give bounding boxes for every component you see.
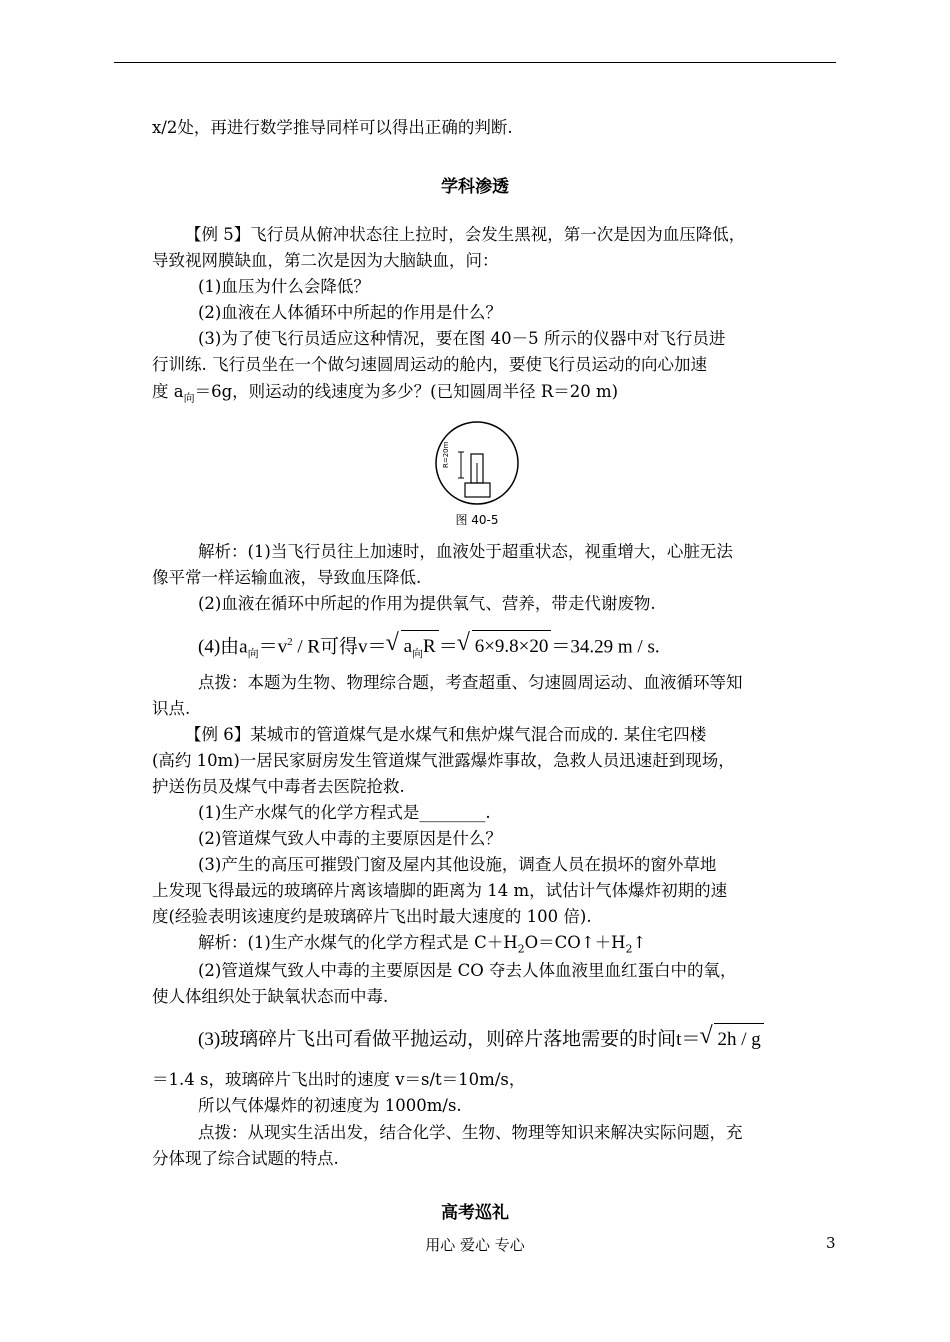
header-rule (114, 62, 836, 63)
page-number: 3 (826, 1234, 836, 1252)
ex5-answer-2: (2)血液在循环中所起的作用为提供氧气、营养，带走代谢废物. (198, 594, 656, 613)
ex5-answer-1a: 解析：(1)当飞行员往上加速时，血液处于超重状态，视重增大，心脏无法 (198, 542, 733, 561)
ex6-answer-3b: ＝1.4 s，玻璃碎片飞出时的速度 v＝s/t＝10m/s， (152, 1070, 526, 1089)
ex6-question-3b: 上发现飞得最远的玻璃碎片离该墙脚的距离为 14 m，试估计气体爆炸初期的速 (152, 881, 728, 900)
ex6-line-3: 护送伤员及煤气中毒者去医院抢救. (152, 777, 405, 796)
ex5-line-2: 导致视网膜缺血，第二次是因为大脑缺血，问： (152, 251, 499, 270)
figure-40-5 (434, 420, 520, 532)
ex5-question-1: (1)血压为什么会降低？ (198, 277, 370, 296)
ex6-answer-2a: (2)管道煤气致人中毒的主要原因是 CO 夺去人体血液里血红蛋白中的氧， (198, 961, 737, 980)
ex5-note-2: 识点. (152, 699, 191, 718)
ex6-line-2: (高约 10m)一居民家厨房发生管道煤气泄露爆炸事故，急救人员迅速赶到现场， (152, 751, 735, 770)
section-title-xueke: 学科渗透 (441, 177, 509, 197)
page-footer: 用心 爱心 专心 (425, 1236, 525, 1254)
ex6-note-1: 点拨：从现实生活出发，结合化学、生物、物理等知识来解决实际问题，充 (198, 1123, 743, 1142)
sqrt-2h-g: √ 2h / g (714, 1023, 763, 1056)
ex6-question-2: (2)管道煤气致人中毒的主要原因是什么？ (198, 829, 502, 848)
ex5-answer-1b: 像平常一样运输血液，导致血压降低. (152, 568, 422, 587)
ex5-question-2: (2)血液在人体循环中所起的作用是什么？ (198, 303, 502, 322)
sqrt-numeric: √ 6×9.8×20 (472, 630, 552, 663)
ex5-question-3a: (3)为了使飞行员适应这种情况，要在图 40－5 所示的仪器中对飞行员进 (198, 329, 726, 348)
figure-radius-label: R=20m (442, 441, 450, 468)
ex6-line-1: 【例 6】某城市的管道煤气是水煤气和焦炉煤气混合而成的. 某住宅四楼 (185, 725, 707, 744)
figure-caption: 图 40-5 (455, 513, 499, 527)
ex6-question-3c: 度(经验表明该速度约是玻璃碎片飞出时最大速度的 100 倍). (152, 907, 592, 926)
ex5-line-1: 【例 5】飞行员从俯冲状态往上拉时，会发生黑视，第一次是因为血压降低， (185, 225, 746, 244)
ex6-formula-3: (3)玻璃碎片飞出可看做平抛运动，则碎片落地需要的时间t＝√ 2h / g (198, 1023, 764, 1056)
ex6-question-3a: (3)产生的高压可摧毁门窗及屋内其他设施，调查人员在损坏的窗外草地 (198, 855, 717, 874)
continuation-line: x/2处，再进行数学推导同样可以得出正确的判断. (152, 118, 513, 137)
ex5-question-3b: 行训练. 飞行员坐在一个做匀速圆周运动的舱内，要使飞行员运动的向心加速 (152, 355, 707, 374)
sqrt-a-r: √ $a_向R$ (401, 630, 439, 670)
ex5-note-1: 点拨：本题为生物、物理综合题，考查超重、匀速圆周运动、血液循环等知 (198, 673, 743, 692)
ex6-answer-1: 解析：(1)生产水煤气的化学方程式是 $C+H_2O=CO↑+H_2↑$ (198, 933, 647, 956)
ex6-answer-2b: 使人体组织处于缺氧状态而中毒. (152, 987, 389, 1006)
ex5-question-3c: 度 $a_向=6g$，则运动的线速度为多少？(已知圆周半径 R＝20 m) (152, 382, 619, 405)
ex6-note-2: 分体现了综合试题的特点. (152, 1149, 339, 1168)
ex6-question-1: (1)生产水煤气的化学方程式是________. (198, 803, 491, 822)
ex5-formula-4: (4)由$a_向=v^2 / R$可得v＝√ $a_向R$ ＝√ 6×9.8×20 ＝34.29 m / s. (198, 626, 660, 670)
section-title-gaokao: 高考巡礼 (441, 1203, 509, 1223)
ex6-answer-3c: 所以气体爆炸的初速度为 1000m/s. (198, 1096, 462, 1115)
